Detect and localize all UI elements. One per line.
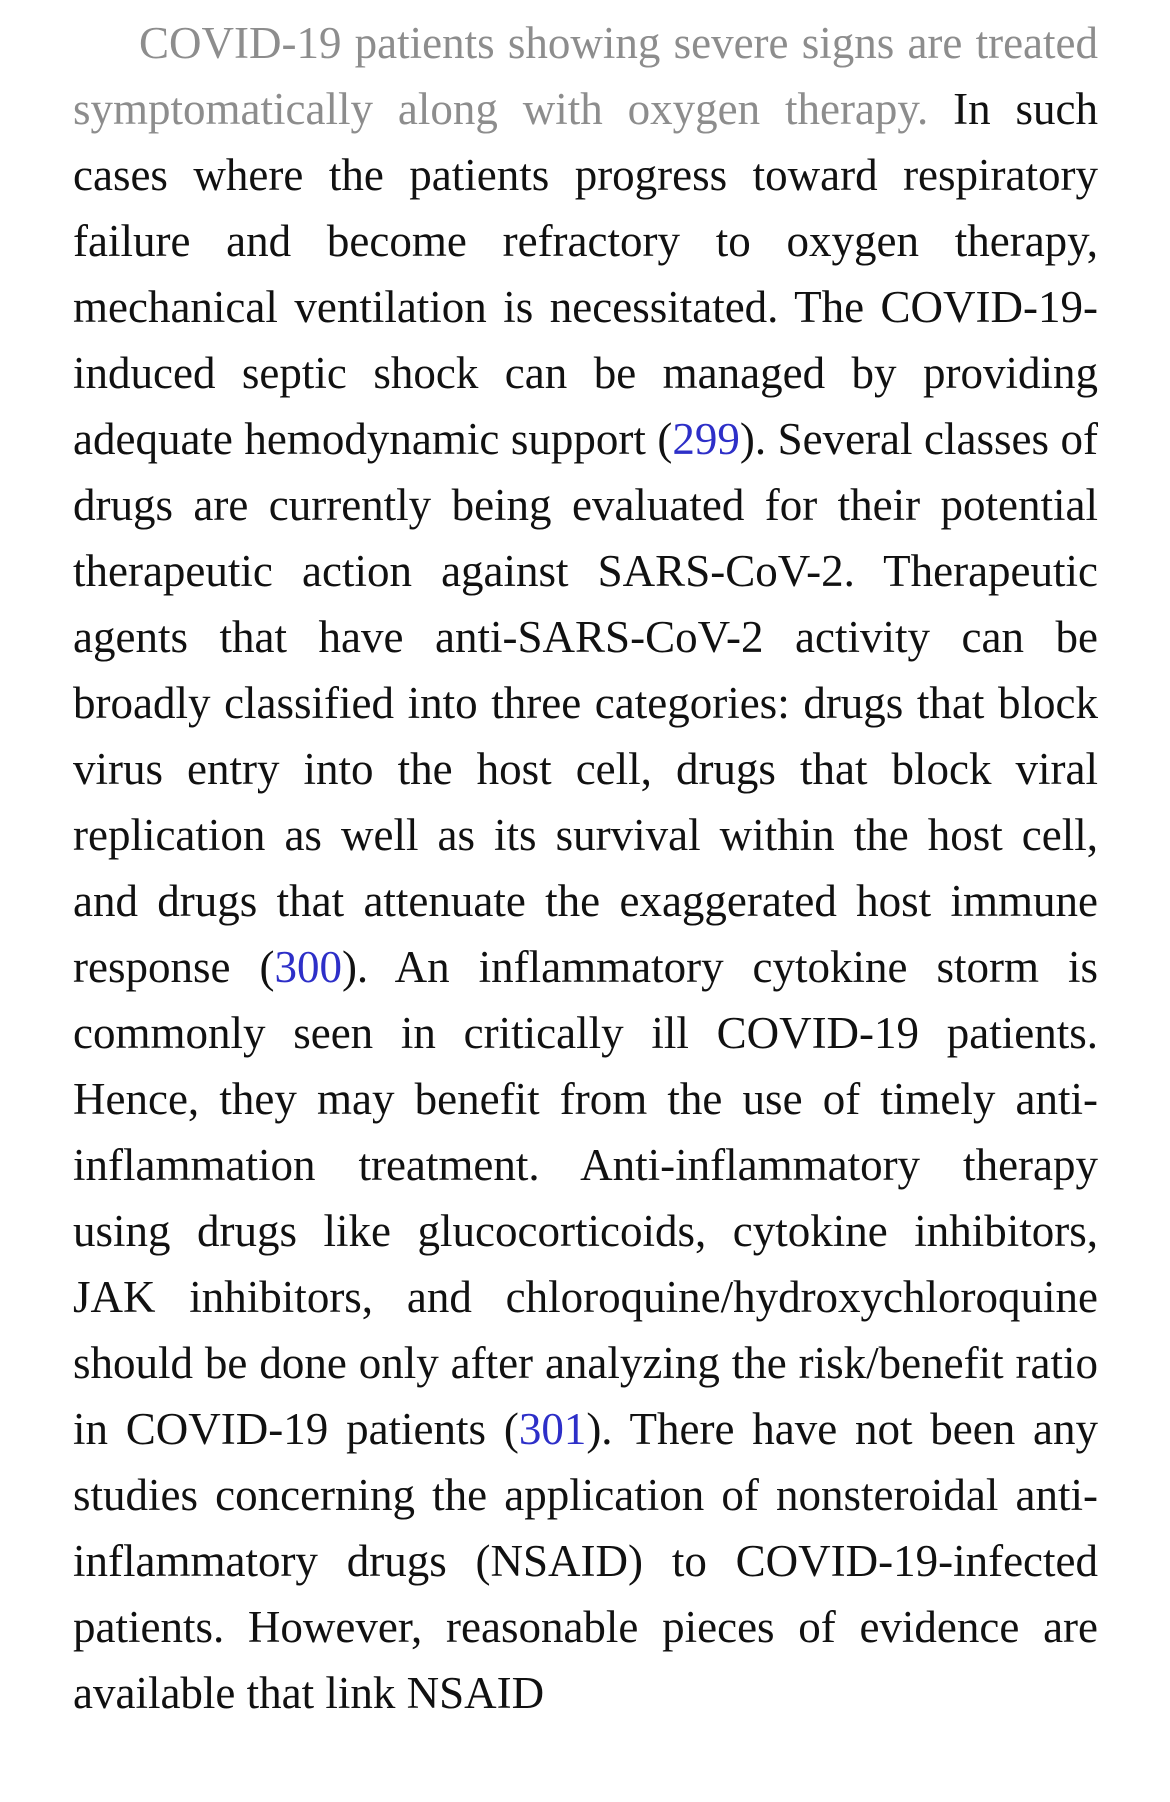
reference-link-299[interactable]: 299 <box>672 414 740 464</box>
article-paragraph <box>73 10 1098 1726</box>
reference-link-300[interactable]: 300 <box>274 942 342 992</box>
paragraph-text-segment: In such cases where the patients progress toward respiratory failure and become refractory to oxygen therapy, mechanical ventilation is necessitated. The COVID-19-induced septic shock can be managed by providing adequate hemodynamic support ( <box>73 84 1098 464</box>
paragraph-text-segment: ). There have not been any studies concerning the application of nonsteroidal anti-inflammatory drugs (NSAID) to COVID-19-infected patients. However, reasonable pieces of evidence are available that link NSAID <box>73 1404 1098 1718</box>
paragraph-text-segment: ). Several classes of drugs are currently being evaluated for their potential therapeutic action against SARS-CoV-2. Therapeutic agents that have anti-SARS-CoV-2 activity can be broadly classified into three categories: drugs that block virus entry into the host cell, drugs that block viral replication as well as its survival within the host cell, and drugs that attenuate the exaggerated host immune response ( <box>73 414 1098 992</box>
reference-link-301[interactable]: 301 <box>518 1404 587 1454</box>
faded-leading-text: COVID-19 patients showing severe signs are treated symptomatically along with oxygen therapy. <box>73 18 1098 134</box>
paragraph-text-segment: ). An inflammatory cytokine storm is commonly seen in critically ill COVID-19 patients. Hence, they may benefit from the use of timely anti-inflammation treatment. Anti-inflammatory therapy using drugs like glucocorticoids, cytokine inhibitors, JAK inhibitors, and chloroquine/hydroxychloroquine should be done only after analyzing the risk/benefit ratio in COVID-19 patients ( <box>73 942 1098 1454</box>
